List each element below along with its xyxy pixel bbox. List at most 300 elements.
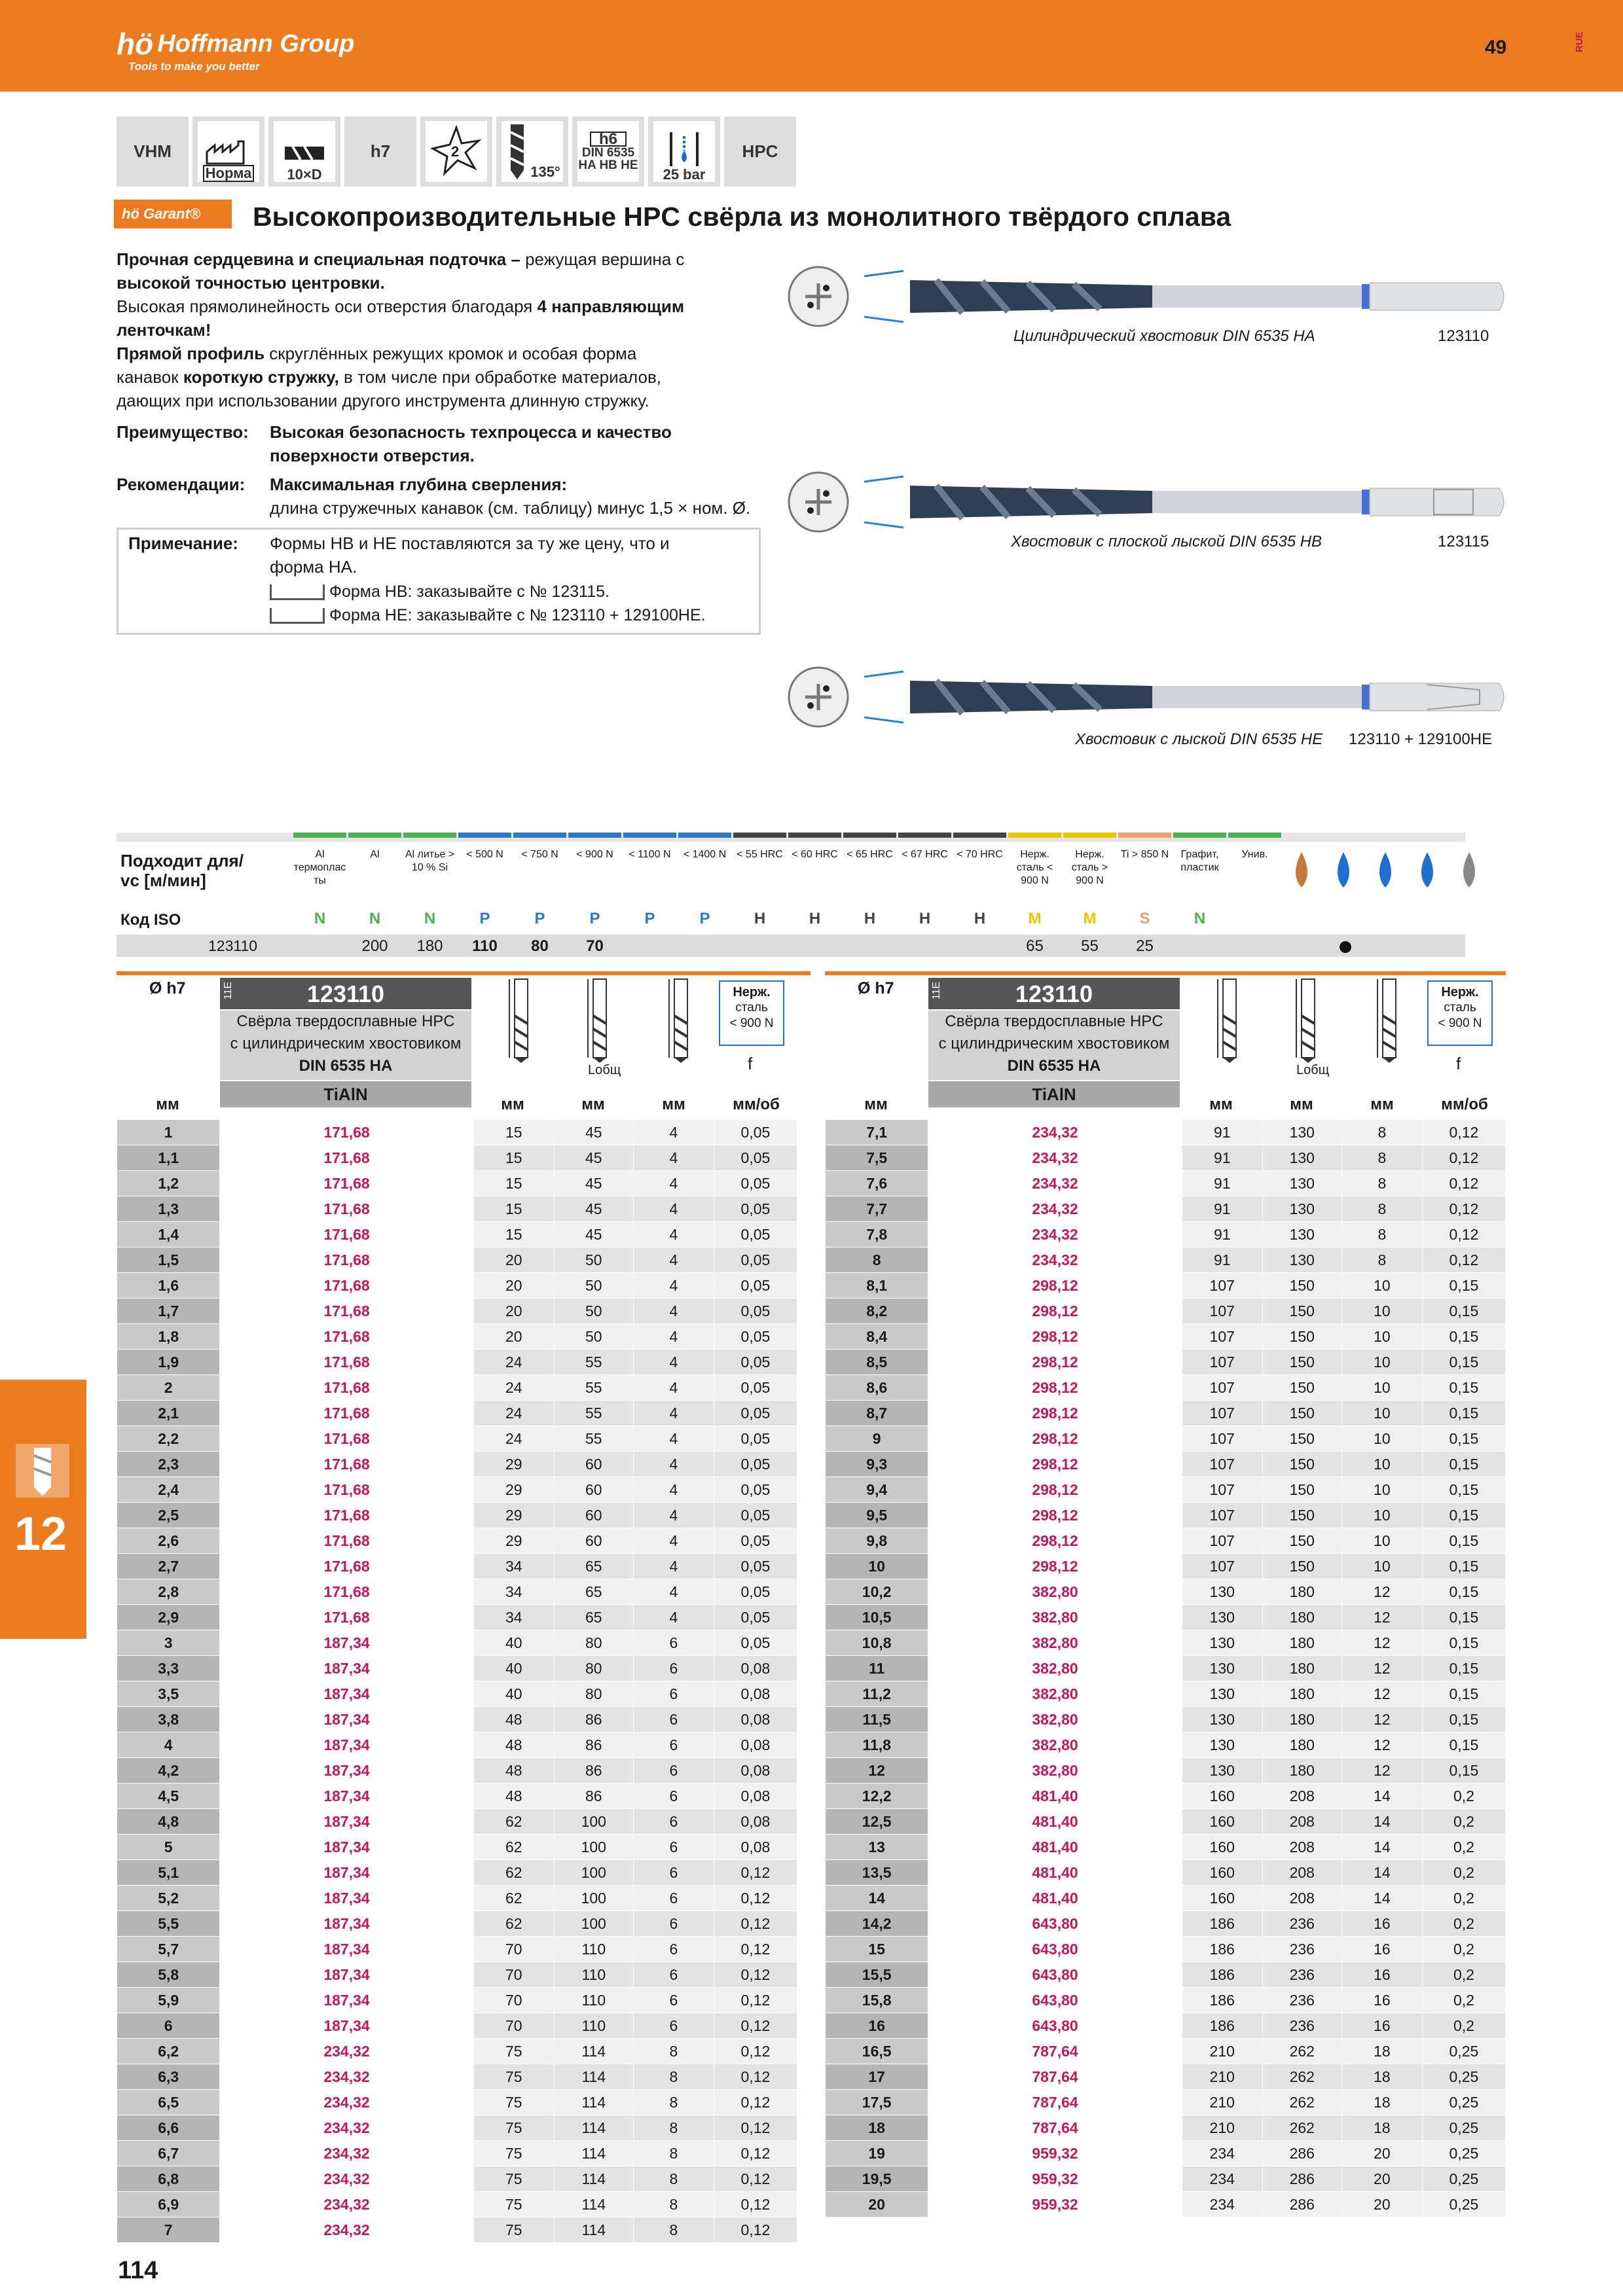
diameter-cell: 10,2: [826, 1579, 928, 1605]
diameter-cell: 9,3: [826, 1452, 928, 1477]
feed-cell: 0,05: [714, 1554, 797, 1579]
price-cell[interactable]: 382,80: [928, 1656, 1182, 1681]
price-cell[interactable]: 187,34: [220, 2013, 473, 2039]
price-cell[interactable]: 234,32: [928, 1120, 1182, 1145]
table-row: [117, 2013, 797, 2039]
flute-length-icon: [507, 977, 536, 1064]
diameter-cell: 1,5: [117, 1247, 220, 1273]
price-cell[interactable]: 382,80: [928, 1630, 1182, 1656]
feed-cell: 0,05: [714, 1324, 797, 1350]
flute-length-cell: 91: [1182, 1145, 1262, 1171]
price-cell[interactable]: 298,12: [928, 1375, 1182, 1401]
total-length-cell: 86: [554, 1758, 633, 1784]
garant-label: Garant: [143, 206, 190, 222]
unit-label: мм: [1209, 1096, 1233, 1113]
price-cell[interactable]: 298,12: [928, 1299, 1182, 1324]
shank-dia-cell: 4: [633, 1426, 714, 1452]
price-cell[interactable]: 481,40: [928, 1860, 1182, 1886]
steel-line-3: < 900 N: [729, 1016, 774, 1030]
diameter-cell: 8,1: [826, 1273, 928, 1299]
price-cell[interactable]: 187,34: [220, 1937, 473, 1962]
unit-label: мм: [581, 1096, 605, 1113]
price-cell[interactable]: 234,32: [220, 2064, 473, 2090]
table-row: [117, 1886, 797, 1911]
feed-cell: 0,12: [714, 2090, 797, 2115]
diameter-cell: 4,5: [117, 1784, 220, 1809]
vc-value: 180: [416, 937, 443, 955]
price-cell[interactable]: 171,68: [220, 1579, 473, 1605]
price-cell[interactable]: 234,32: [928, 1145, 1182, 1171]
diameter-cell: 20: [826, 2192, 928, 2217]
h7-badge: [344, 117, 416, 187]
diameter-cell: 1,2: [117, 1171, 220, 1196]
table-row: [826, 1809, 1506, 1835]
total-length-cell: 110: [554, 1988, 633, 2013]
price-cell[interactable]: 298,12: [928, 1273, 1182, 1299]
iso-code: P: [644, 910, 655, 927]
shank-dia-cell: 12: [1341, 1758, 1422, 1784]
price-cell[interactable]: 187,34: [220, 1860, 473, 1886]
price-cell[interactable]: 787,64: [928, 2064, 1182, 2090]
price-cell[interactable]: 298,12: [928, 1554, 1182, 1579]
diameter-cell: 4: [117, 1732, 220, 1758]
table-row: [826, 1835, 1506, 1860]
price-cell[interactable]: 298,12: [928, 1324, 1182, 1350]
price-cell[interactable]: 171,68: [220, 1350, 473, 1375]
suit-row-label: 123110: [208, 937, 258, 954]
price-cell[interactable]: 787,64: [928, 2039, 1182, 2064]
flute-length-cell: 20: [473, 1247, 554, 1273]
suit-col-header: < 55 HRC: [737, 849, 783, 860]
vc-value: 80: [531, 937, 549, 955]
price-cell[interactable]: 959,32: [928, 2141, 1182, 2166]
water-drop-icon: [1325, 848, 1362, 901]
flute-length-cell: 75: [473, 2217, 554, 2243]
iso-code: P: [699, 910, 710, 927]
price-cell[interactable]: 298,12: [928, 1503, 1182, 1528]
price-cell[interactable]: 171,68: [220, 1528, 473, 1554]
note-label: Примечание:: [128, 533, 238, 553]
feed-cell: 0,15: [1422, 1707, 1505, 1732]
total-length-cell: 86: [554, 1707, 633, 1732]
flute-length-cell: 130: [1182, 1656, 1262, 1681]
price-cell[interactable]: 298,12: [928, 1350, 1182, 1375]
note-text-2: форма HA.: [270, 557, 357, 577]
dia-header: Ø h7: [858, 979, 894, 997]
price-cell[interactable]: 171,68: [220, 1375, 473, 1401]
table-row: [117, 2039, 797, 2064]
price-cell[interactable]: 171,68: [220, 1477, 473, 1503]
price-cell[interactable]: 959,32: [928, 2166, 1182, 2192]
diameter-cell: 11,2: [826, 1681, 928, 1707]
price-cell[interactable]: 298,12: [928, 1477, 1182, 1503]
shank-dia-cell: 10: [1341, 1401, 1422, 1426]
desc-line-3: Высокая прямолинейность оси отверстия благодаря: [117, 296, 533, 316]
price-cell[interactable]: 187,34: [220, 1886, 473, 1911]
total-length-cell: 150: [1262, 1528, 1341, 1554]
shank-dia-cell: 4: [633, 1145, 714, 1171]
price-cell[interactable]: 187,34: [220, 1681, 473, 1707]
suit-col-13: [1008, 833, 1061, 957]
advantage-label: Преимущество:: [117, 422, 249, 442]
price-cell[interactable]: 234,32: [220, 2217, 473, 2243]
price-cell[interactable]: 187,34: [220, 1707, 473, 1732]
price-cell[interactable]: 481,40: [928, 1886, 1182, 1911]
feed-cell: 0,25: [1422, 2064, 1505, 2090]
suit-col-header: Нерж. сталь > 900 N: [1071, 849, 1108, 886]
flute-length-cell: 160: [1182, 1886, 1262, 1911]
flute-length-cell: 130: [1182, 1605, 1262, 1630]
total-length-cell: 114: [554, 2166, 633, 2192]
shank-dia-cell: 6: [633, 1962, 714, 1988]
shank-dia-cell: 4: [633, 1605, 714, 1630]
shank-dia-cell: 10: [1341, 1350, 1422, 1375]
table-row: [826, 2064, 1506, 2090]
price-cell[interactable]: 171,68: [220, 1247, 473, 1273]
flute-length-cell: 107: [1182, 1273, 1262, 1299]
table-row: [117, 1426, 797, 1452]
table-row: [117, 1605, 797, 1630]
flute-length-cell: 29: [473, 1452, 554, 1477]
feed-cell: 0,15: [1422, 1630, 1505, 1656]
price-cell[interactable]: 187,34: [220, 1809, 473, 1835]
suit-col-1: [348, 833, 401, 957]
chapter-tab: [0, 1380, 86, 1639]
suit-col-16: [1173, 833, 1226, 957]
feed-cell: 0,05: [714, 1630, 797, 1656]
iso-code: H: [919, 910, 931, 927]
price-cell[interactable]: 298,12: [928, 1452, 1182, 1477]
table-row: [117, 1784, 797, 1809]
feed-cell: 0,05: [714, 1579, 797, 1605]
depth-label: 10×D: [287, 166, 322, 183]
table-row: [117, 1732, 797, 1758]
price-cell[interactable]: 234,32: [220, 2090, 473, 2115]
shank-dia-cell: 18: [1341, 2090, 1422, 2115]
total-length-cell: 65: [554, 1605, 633, 1630]
shank-dia-cell: 20: [1341, 2166, 1422, 2192]
recommend-text-2: длина стружечных канавок (см. таблицу) минус 1,5 × ном. Ø.: [270, 498, 751, 518]
flute-length-cell: 62: [473, 1886, 554, 1911]
price-cell[interactable]: 171,68: [220, 1145, 473, 1171]
price-cell[interactable]: 481,40: [928, 1784, 1182, 1809]
series-code: 11E: [931, 982, 942, 1000]
table-row: [826, 1784, 1506, 1809]
table-row: [117, 1835, 797, 1860]
flute-length-cell: 160: [1182, 1809, 1262, 1835]
price-cell[interactable]: 171,68: [220, 1273, 473, 1299]
price-cell[interactable]: 187,34: [220, 1835, 473, 1860]
article-number: 123110: [1015, 980, 1093, 1007]
total-length-cell: 114: [554, 2141, 633, 2166]
price-cell[interactable]: 298,12: [928, 1401, 1182, 1426]
flute-length-cell: 15: [473, 1196, 554, 1222]
feed-cell: 0,12: [714, 1962, 797, 1988]
price-cell[interactable]: 959,32: [928, 2192, 1182, 2217]
feed-cell: 0,15: [1422, 1656, 1505, 1681]
price-cell[interactable]: 187,34: [220, 1988, 473, 2013]
flute-length-cell: 160: [1182, 1784, 1262, 1809]
table-row: [826, 1937, 1506, 1962]
price-cell[interactable]: 787,64: [928, 2090, 1182, 2115]
diameter-cell: 5: [117, 1835, 220, 1860]
price-cell[interactable]: 171,68: [220, 1605, 473, 1630]
price-cell[interactable]: 234,32: [928, 1222, 1182, 1247]
feed-cell: 0,2: [1422, 1988, 1505, 2013]
flute-length-cell: 107: [1182, 1426, 1262, 1452]
price-cell[interactable]: 171,68: [220, 1401, 473, 1426]
price-cell[interactable]: 171,68: [220, 1120, 473, 1145]
price-cell[interactable]: 382,80: [928, 1758, 1182, 1784]
suit-col-9: [788, 833, 841, 957]
price-cell[interactable]: 171,68: [220, 1222, 473, 1247]
shank-dia-cell: 20: [1341, 2141, 1422, 2166]
flute-length-cell: 34: [473, 1554, 554, 1579]
total-length-cell: 208: [1262, 1809, 1341, 1835]
price-cell[interactable]: 234,32: [928, 1247, 1182, 1273]
price-cell[interactable]: 643,80: [928, 1988, 1182, 2013]
article-header-box: [928, 978, 1180, 1009]
shank-dia-cell: 4: [633, 1554, 714, 1579]
table-row: [117, 1809, 797, 1835]
price-cell[interactable]: 787,64: [928, 2115, 1182, 2141]
price-cell[interactable]: 171,68: [220, 1503, 473, 1528]
note-label-wrap: [128, 531, 238, 555]
total-length-cell: 286: [1262, 2192, 1341, 2217]
shank-forms-label: HA HB HE: [578, 158, 638, 172]
price-cell[interactable]: 382,80: [928, 1681, 1182, 1707]
angle-label: 135°: [530, 163, 560, 180]
feed-cell: 0,15: [1422, 1528, 1505, 1554]
length-label: Lобщ: [1296, 1063, 1330, 1077]
diameter-cell: 3,3: [117, 1656, 220, 1681]
shank-dia-cell: 8: [633, 2064, 714, 2090]
price-cell[interactable]: 171,68: [220, 1452, 473, 1477]
price-cell[interactable]: 643,80: [928, 1962, 1182, 1988]
steel-box: [719, 980, 784, 1046]
diameter-cell: 2,6: [117, 1528, 220, 1554]
price-cell[interactable]: 234,32: [928, 1171, 1182, 1196]
shank-dia-cell: 6: [633, 1732, 714, 1758]
shank-dia-cell: 8: [1341, 1196, 1422, 1222]
feed-cell: 0,2: [1422, 1809, 1505, 1835]
suit-col-5: [568, 833, 621, 957]
price-cell[interactable]: 234,32: [220, 2141, 473, 2166]
shank-dia-cell: 10: [1341, 1273, 1422, 1299]
diameter-cell: 1,1: [117, 1145, 220, 1171]
feed-cell: 0,05: [714, 1426, 797, 1452]
feed-cell: 0,05: [714, 1120, 797, 1145]
price-cell[interactable]: 187,34: [220, 1911, 473, 1937]
desc-line-5: скруглённых режущих кромок и особая форма: [264, 344, 637, 363]
table-row: [826, 1656, 1506, 1681]
iso-code: H: [864, 910, 876, 927]
feed-cell: 0,15: [1422, 1554, 1505, 1579]
total-length-cell: 150: [1262, 1350, 1341, 1375]
diameter-cell: 5,5: [117, 1911, 220, 1937]
suit-label-2: vc [м/мин]: [120, 870, 206, 890]
diameter-cell: 16,5: [826, 2039, 928, 2064]
table-row: [826, 1222, 1506, 1247]
diameter-cell: 12: [826, 1758, 928, 1784]
total-length-cell: 286: [1262, 2166, 1341, 2192]
flute-length-cell: 186: [1182, 1962, 1262, 1988]
diameter-cell: 6: [117, 2013, 220, 2039]
total-length-cell: 60: [554, 1528, 633, 1554]
diameter-cell: 1,6: [117, 1273, 220, 1299]
flute-length-cell: 29: [473, 1477, 554, 1503]
price-cell[interactable]: 171,68: [220, 1299, 473, 1324]
price-cell[interactable]: 234,32: [220, 2192, 473, 2217]
table-row: [117, 1145, 797, 1171]
price-cell[interactable]: 171,68: [220, 1171, 473, 1196]
price-cell[interactable]: 187,34: [220, 1732, 473, 1758]
price-cell[interactable]: 234,32: [220, 2115, 473, 2141]
vc-value: 55: [1081, 937, 1099, 955]
diameter-cell: 2,1: [117, 1401, 220, 1426]
table-row: [826, 1503, 1506, 1528]
flute-length-cell: 130: [1182, 1707, 1262, 1732]
price-cell[interactable]: 382,80: [928, 1732, 1182, 1758]
price-cell[interactable]: 171,68: [220, 1196, 473, 1222]
total-length-icon: [1294, 977, 1322, 1064]
price-cell[interactable]: 382,80: [928, 1707, 1182, 1732]
diameter-cell: 4,8: [117, 1809, 220, 1835]
shank-dia-cell: 18: [1341, 2039, 1422, 2064]
feed-cell: 0,25: [1422, 2039, 1505, 2064]
shank-hb-icon: [270, 584, 325, 600]
feed-cell: 0,12: [714, 2013, 797, 2039]
feed-cell: 0,2: [1422, 1911, 1505, 1937]
total-length-cell: 150: [1262, 1477, 1341, 1503]
total-length-cell: 114: [554, 2217, 633, 2243]
price-cell[interactable]: 643,80: [928, 1911, 1182, 1937]
price-cell[interactable]: 643,80: [928, 1937, 1182, 1962]
spec-table: [825, 1119, 1506, 2217]
price-cell[interactable]: 187,34: [220, 1784, 473, 1809]
feed-cell: 0,05: [714, 1299, 797, 1324]
price-cell[interactable]: 187,34: [220, 1962, 473, 1988]
shank-dia-cell: 8: [1341, 1247, 1422, 1273]
price-cell[interactable]: 171,68: [220, 1426, 473, 1452]
total-length-cell: 236: [1262, 1911, 1341, 1937]
desc-line-3: DIN 6535 HA: [1007, 1057, 1101, 1075]
total-length-cell: 114: [554, 2192, 633, 2217]
table-row: [826, 1758, 1506, 1784]
flute-length-cell: 107: [1182, 1375, 1262, 1401]
price-cell[interactable]: 481,40: [928, 1835, 1182, 1860]
flute-length-cell: 107: [1182, 1503, 1262, 1528]
table-row: [117, 2115, 797, 2141]
shank-dia-cell: 14: [1341, 1860, 1422, 1886]
suit-label: [120, 851, 244, 890]
table-row: [117, 1707, 797, 1732]
total-length-cell: 150: [1262, 1554, 1341, 1579]
flute-length-cell: 40: [473, 1681, 554, 1707]
norm-label: Норма: [203, 165, 255, 182]
hpc-label: HPC: [742, 141, 778, 161]
shank-dia-cell: 4: [633, 1196, 714, 1222]
table-row: [117, 1962, 797, 1988]
suit-col-header: < 750 N: [521, 849, 558, 860]
shank-dia-cell: 4: [633, 1401, 714, 1426]
shank-dia-cell: 20: [1341, 2192, 1422, 2217]
iso-code: M: [1083, 910, 1097, 927]
note-he: Форма HE: заказывайте с № 123110 + 129100HE.: [329, 606, 706, 624]
feed-cell: 0,05: [714, 1452, 797, 1477]
feed-cell: 0,25: [1422, 2166, 1505, 2192]
diameter-cell: 1,3: [117, 1196, 220, 1222]
feed-cell: 0,12: [1422, 1247, 1505, 1273]
table-row: [117, 1630, 797, 1656]
desc-line-2: с цилиндрическим хвостовиком: [230, 1035, 462, 1052]
flute-length-cell: 15: [473, 1120, 554, 1145]
factory-icon: [206, 139, 251, 165]
flute-length-cell: 48: [473, 1732, 554, 1758]
total-length-cell: 45: [554, 1222, 633, 1247]
feed-cell: 0,12: [1422, 1145, 1505, 1171]
price-cell[interactable]: 187,34: [220, 1758, 473, 1784]
shank-he-icon: [270, 608, 325, 624]
shank-dia-cell: 16: [1341, 1937, 1422, 1962]
flute-length-cell: 70: [473, 1962, 554, 1988]
vhm-badge: [117, 117, 189, 187]
feed-cell: 0,15: [1422, 1452, 1505, 1477]
shank-dia-cell: 4: [633, 1528, 714, 1554]
iso-code: P: [479, 910, 490, 927]
diameter-cell: 2,5: [117, 1503, 220, 1528]
flute-length-cell: 210: [1182, 2115, 1262, 2141]
price-cell[interactable]: 234,32: [928, 1196, 1182, 1222]
table-row: [826, 2013, 1506, 2039]
price-cell[interactable]: 171,68: [220, 1554, 473, 1579]
total-length-cell: 50: [554, 1324, 633, 1350]
iso-code: P: [534, 910, 545, 927]
flute-length-cell: 34: [473, 1579, 554, 1605]
price-cell[interactable]: 481,40: [928, 1809, 1182, 1835]
diameter-cell: 2,2: [117, 1426, 220, 1452]
price-cell[interactable]: 298,12: [928, 1426, 1182, 1452]
shank-dia-cell: 14: [1341, 1784, 1422, 1809]
price-cell[interactable]: 382,80: [928, 1605, 1182, 1630]
feed-cell: 0,25: [1422, 2192, 1505, 2217]
total-length-cell: 110: [554, 1962, 633, 1988]
table-row: [826, 2115, 1506, 2141]
diameter-cell: 7,8: [826, 1222, 928, 1247]
price-cell[interactable]: 187,34: [220, 1656, 473, 1681]
price-cell[interactable]: 171,68: [220, 1324, 473, 1350]
price-cell[interactable]: 234,32: [220, 2039, 473, 2064]
total-length-cell: 100: [554, 1809, 633, 1835]
table-row: [826, 1196, 1506, 1222]
garant-logo: hö Garant ®: [114, 200, 232, 228]
table-row: [117, 1350, 797, 1375]
price-cell[interactable]: 643,80: [928, 2013, 1182, 2039]
total-length-cell: 180: [1262, 1681, 1341, 1707]
star-flutes-icon: [430, 125, 483, 177]
spec-table: [117, 1119, 797, 2243]
price-cell[interactable]: 234,32: [220, 2166, 473, 2192]
flute-length-cell: 15: [473, 1222, 554, 1247]
price-cell[interactable]: 382,80: [928, 1579, 1182, 1605]
price-cell[interactable]: 298,12: [928, 1528, 1182, 1554]
price-cell[interactable]: 187,34: [220, 1630, 473, 1656]
total-length-cell: 55: [554, 1401, 633, 1426]
feed-cell: 0,15: [1422, 1401, 1505, 1426]
shank-dia-cell: 4: [633, 1375, 714, 1401]
flute-length-cell: 24: [473, 1350, 554, 1375]
coolant-pressure-icon: [648, 117, 720, 187]
